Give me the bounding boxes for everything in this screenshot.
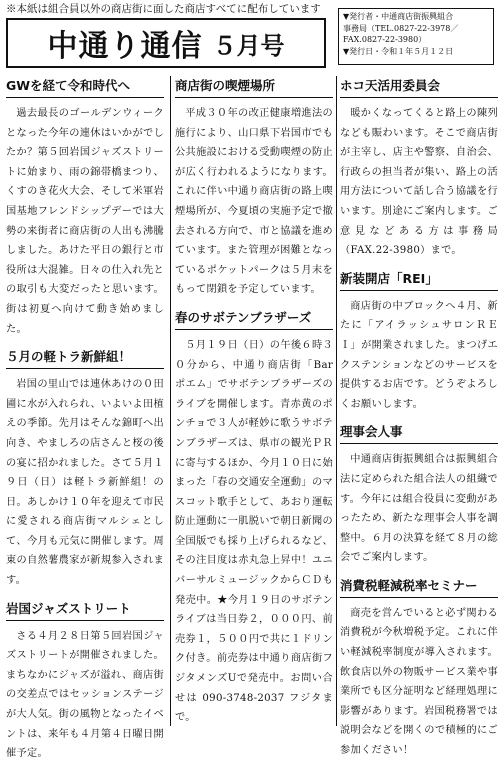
column-divider <box>336 76 337 726</box>
column-divider <box>170 76 171 726</box>
publisher-fax: FAX.0827-22-3980） <box>343 35 427 45</box>
article-heading-sabo: 春のサボテンブラザーズ <box>175 308 333 330</box>
article-body-jazz: さる４月２８日第５回岩国ジャズストリートが開催されました。まちなかにジャズが溢れ、商店街の交差点ではセッションステージが大人気。街の風物となったイベントは、来年も４月第４日曜日開催予定。 <box>6 630 164 760</box>
article-body-truck: 岩国の里山では連休あけの０田圃に水が入れられ、いよいよ田植えの季節。先月はそんな錦町へ出向き、やましろの店さんと桜の後の宴に招かれました。さて５月１９日（日）は軽トラ新鮮組！の日。あしかけ１０年を迎えて市民に愛される商店街マルシェとして、今月も元気に開催します。周東の自然薯農家が新規参入されます。 <box>6 379 164 587</box>
article-body-smoking: 平成３０年の改正健康増進法の施行により、山口県下岩国市でも公共施設における受動喫煙の防止が広く行われるようになります。これに伴い中通り商店街の路上喫煙場所が、今夏頃の実施予定で撤去される方向で、市と協議を進めています。また管理が困難となっているポケットパークは５月末をもって閉鎖を予定しています。 <box>175 108 333 296</box>
article-heading-hokoten: ホコ天活用委員会 <box>340 76 498 98</box>
publisher-box <box>338 8 494 65</box>
article-heading-gw: GWを経て令和時代へ <box>6 76 164 98</box>
column-middle <box>175 76 333 726</box>
article-heading-jazz: 岩国ジャズストリート <box>6 599 164 621</box>
masthead <box>6 18 326 68</box>
publish-date: ▼発行日・令和１年５月１２日 <box>343 46 454 56</box>
article-heading-truck: ５月の軽トラ新鮮組！ <box>6 347 164 369</box>
article-body-gw: 過去最長のゴールデンウィークとなった今年の連休はいかがでしたか？第５回岩国ジャズストリートに始まり、雨の錦帯橋まつり、くすのき花火大会、そして米軍岩国基地フレンドシップデーでは大勢の来街者に商店街の人出も沸騰しました。あけた平日の銀行と市役所は大混雑。日々の仕入れ先との取引も大変だったと思います。街は初夏へ向けて動き始めました。 <box>6 108 164 335</box>
newsletter-title: 中通り通信 <box>47 29 203 64</box>
article-heading-rei: 新装開店「REI」 <box>340 269 498 291</box>
article-body-tax: 商売を営んでいると必ず関わる消費税が今秋増税予定。これに伴い軽減税率制度が導入されます。飲食店以外の物販サービス業や事業所でも区分証明など経理処理に影響があります。岩国税務署では説明会などを開くので積極的にご参加ください！ <box>340 607 498 757</box>
distribution-notice: ※本紙は組合員以外の商店街に面した商店すべてに配布しています <box>6 3 321 15</box>
article-body-hokoten: 暖かくなってくると路上の陳列なども賑わいます。そこで商店街が主宰し、店主や警察、自治会、行政らの担当者が集い、路上の活用方法について話し合う協議を行います。別途にご案内します。ご意見などある方は事務局（FAX.22-3980）まで。 <box>340 108 498 257</box>
article-heading-tax: 消費税軽減税率セミナー <box>340 576 498 598</box>
article-body-board: 中通商店街振興組合は振興組合法に定められた組合法人の組織です。今年には組合役員に変動があったため、新たな理事会人事を調整中。６月の決算を経て８月の総会でご案内します。 <box>340 454 498 564</box>
column-right <box>340 76 498 757</box>
article-body-sabo: ５月１９日（日）の午後６時３０分から、中通り商店街「Bar ポエム」でサボテンブラザーズのライブを開催します。青赤黄のポンチョで３人が軽妙に歌うサボテンブラザーズは、県市の観光ＰＲに寄与するほか、今月１０日に始まった「春の交通安全運動」のマスコット歌手として、あおり運転防止運動に一肌脱いで朝日新聞の全国版でも採り上げられるなど、その注目度は赤丸急上昇中！ユニバーサルミュージックからＣＤも発売中。★今月１９日のサボテンライブは当日券２，０００円、前売券１，５００円で共に１ドリンク付き。前売券は中通り商店街フジタメンズUで発売中。お問い合せは 090-3748-2037 フジタまで。 <box>175 339 333 724</box>
article-heading-smoking: 商店街の喫煙場所 <box>175 76 333 98</box>
article-body-rei: 商店街の中ブロックへ４月、新たに「アイラッシュサロンＲＥＩ」が開業されました。まつげエクステンションなどのサービスを提供するお店です。どうぞよろしくお願いします。 <box>340 300 498 410</box>
column-left <box>6 76 164 760</box>
publisher-office: 事務局（TEL.0827-22-3978／ <box>343 23 459 33</box>
publisher-line: ▼発行者・中通商店街振興組合 <box>343 12 454 21</box>
issue-label: ５月号 <box>212 31 285 60</box>
article-heading-board: 理事会人事 <box>340 422 498 444</box>
